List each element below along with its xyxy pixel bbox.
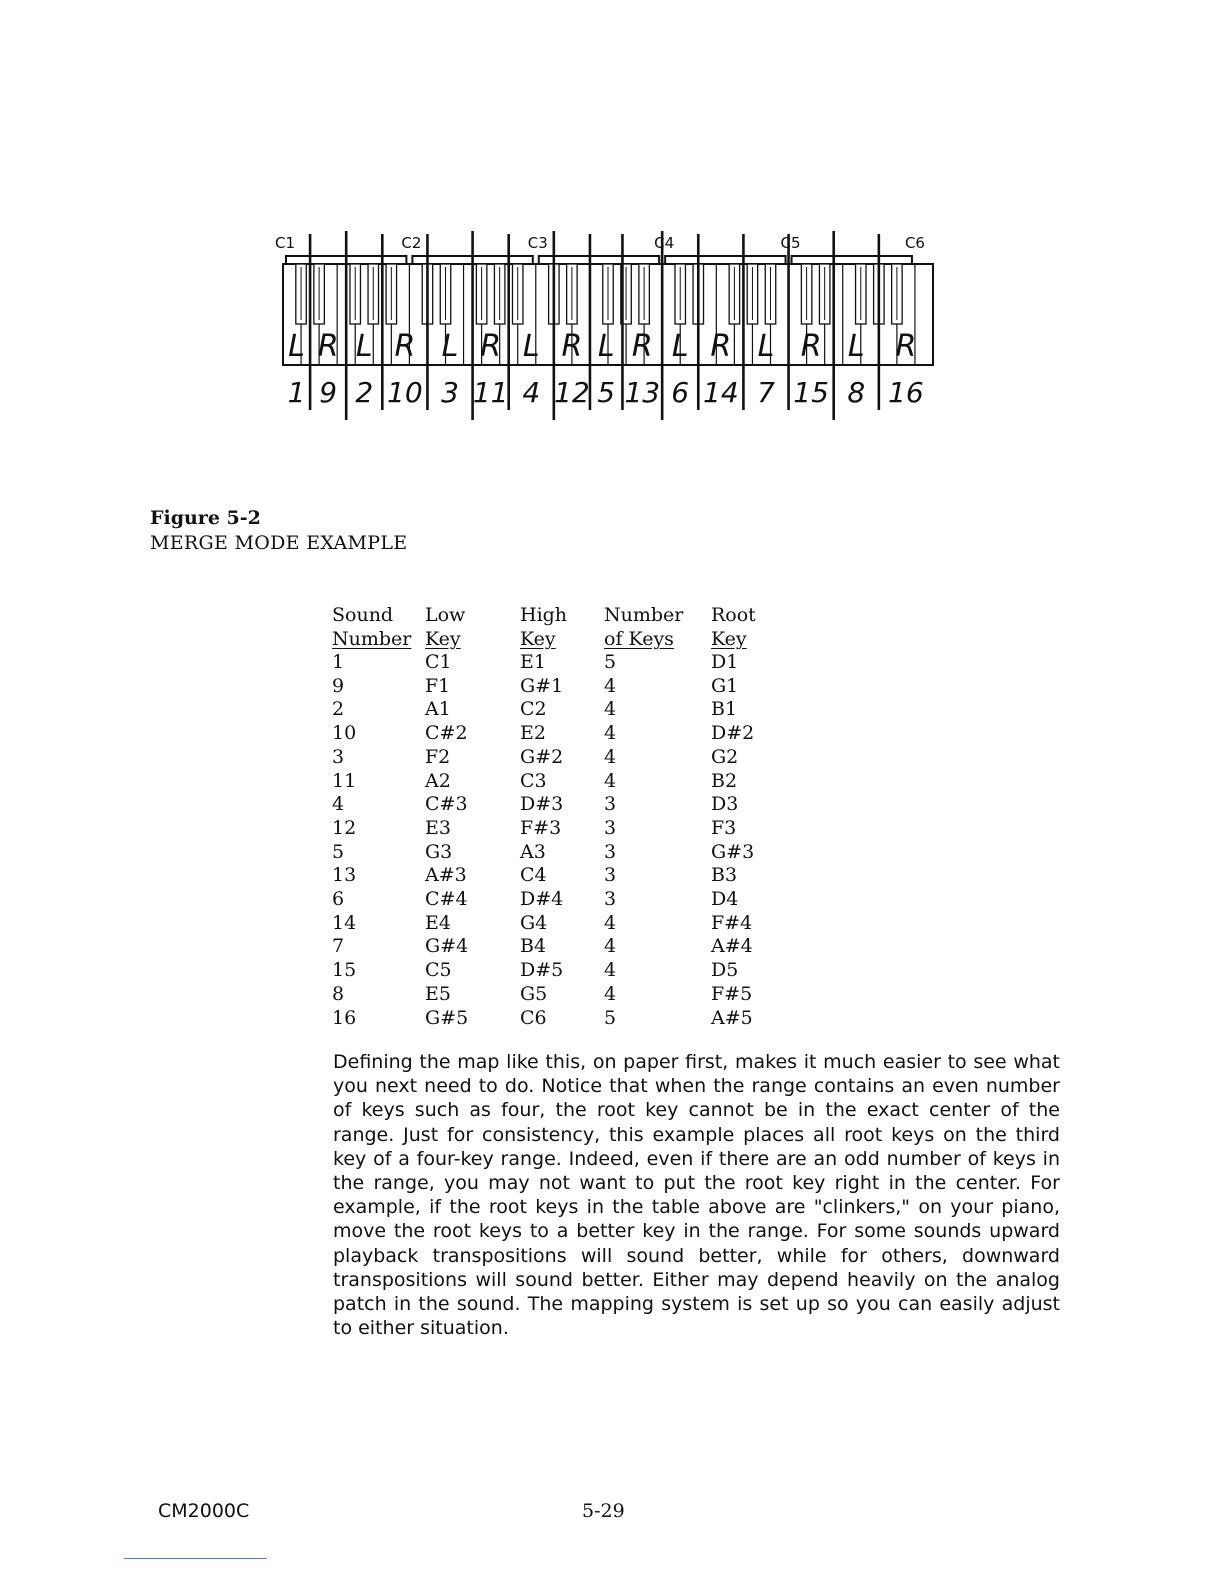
zone-number: 1 [287, 376, 306, 409]
table-cell: 4 [604, 982, 617, 1005]
table-cell: G2 [711, 745, 739, 768]
table-cell: F1 [425, 674, 451, 697]
table-cell: B3 [711, 864, 738, 887]
table-cell: G#4 [425, 935, 469, 958]
octave-label: C1 [275, 234, 296, 252]
octave-label: C6 [904, 234, 925, 252]
table-row [332, 959, 768, 983]
zone-number: 7 [757, 376, 775, 409]
zone-number: 4 [522, 376, 541, 409]
zone-label: L [597, 329, 615, 364]
header-sound-number: Sound Number [332, 604, 412, 650]
octave-bracket [792, 256, 912, 263]
table-cell: 1 [332, 651, 345, 673]
table-row [332, 770, 768, 794]
zone-number: 13 [624, 376, 661, 409]
octave-label: C2 [401, 234, 422, 252]
table-cell: D1 [711, 651, 739, 673]
table-cell: D#2 [711, 722, 755, 745]
header-high-key: High Key [520, 604, 568, 650]
table-cell: F#4 [711, 911, 753, 934]
table-cell: D#5 [520, 959, 564, 982]
zone-label: R [800, 329, 822, 364]
table-row [332, 841, 768, 865]
footer-page-number: 5-29 [582, 1500, 625, 1522]
zone-number: 10 [387, 376, 423, 409]
zone-number: 11 [472, 376, 509, 409]
table-cell: B4 [520, 935, 547, 958]
table-cell: 10 [332, 722, 357, 745]
table-cell: 5 [604, 1006, 617, 1029]
table-cell: G4 [520, 911, 548, 934]
zone-number: 12 [554, 376, 590, 409]
zone-label: L [288, 329, 305, 364]
table-cell: 3 [604, 816, 617, 839]
table-cell: 4 [604, 935, 617, 958]
table-cell: C#4 [425, 888, 468, 911]
table-cell: E1 [520, 651, 546, 673]
table-cell: F#3 [520, 816, 562, 839]
octave-label: C3 [527, 234, 548, 252]
header-low-key: Low Key [425, 604, 466, 650]
table-cell: D5 [711, 959, 739, 982]
zone-number: 15 [793, 376, 829, 409]
table-cell: D4 [711, 888, 739, 911]
table-cell: C3 [520, 769, 547, 792]
zone-number: 2 [355, 376, 374, 409]
table-cell: A#5 [711, 1006, 753, 1029]
footer-doc-id: CM2000C [158, 1500, 250, 1522]
table-row [332, 983, 768, 1007]
zone-label: L [441, 329, 459, 364]
table-cell: 16 [332, 1006, 357, 1029]
table-cell: 6 [332, 888, 345, 911]
table-cell: 4 [604, 769, 617, 792]
zone-label: R [895, 329, 917, 364]
octave-label: C5 [780, 234, 801, 252]
zone-label: L [522, 329, 540, 364]
table-cell: 4 [604, 722, 617, 745]
footer-rule [124, 1558, 267, 1559]
zone-label: R [710, 329, 732, 364]
table-cell: B1 [711, 698, 738, 721]
zone-number: 6 [671, 376, 690, 409]
zone-label: R [631, 329, 653, 364]
zone-number: 16 [888, 376, 924, 409]
table-cell: 8 [332, 982, 345, 1005]
merge-map-table [332, 603, 768, 1030]
table-cell: A2 [425, 769, 451, 792]
zone-number: 5 [597, 376, 616, 409]
table-cell: C#2 [425, 722, 468, 745]
zone-label: L [355, 329, 373, 364]
octave-bracket [539, 256, 659, 263]
zone-label: R [394, 329, 416, 364]
table-cell: C2 [520, 698, 547, 721]
table-cell: E2 [520, 722, 546, 745]
table-cell: 4 [604, 745, 617, 768]
table-cell: G5 [520, 982, 548, 1005]
table-cell: 13 [332, 864, 357, 887]
table-cell: C#3 [425, 793, 468, 816]
table-cell: 4 [332, 793, 345, 816]
zone-label: L [757, 329, 775, 364]
figure-title: MERGE MODE EXAMPLE [150, 532, 408, 554]
table-cell: 12 [332, 816, 357, 839]
body-paragraph: Defining the map like this, on paper first, makes it much easier to see what you next need to do. Notice that when the range contains an even number of keys such as four, the root key cannot be in the exact center of the range. Just for consistency, this example places all root keys on the third key of a four-key range. Indeed, even if there are an odd number of keys in the range, you may not want to put the root key right in the center. For example, if the root keys in the table above are "clinkers," on your piano, move the root keys to a better key in the range. For some sounds upward playback transpositions will sound better, while for others, downward transpositions will sound better. Either may depend heavily on the analog patch in the sound. The mapping system is set up so you can easily adjust to either situation. [333, 1051, 1060, 1340]
table-cell: E5 [425, 982, 451, 1005]
table-row [332, 1007, 768, 1031]
zone-label: R [561, 329, 583, 364]
table-cell: 3 [604, 864, 617, 887]
table-cell: E3 [425, 816, 451, 839]
table-cell: 4 [604, 911, 617, 934]
table-cell: 3 [332, 745, 345, 768]
table-cell: G#2 [520, 745, 564, 768]
table-cell: 3 [604, 793, 617, 816]
table-row [332, 888, 768, 912]
table-cell: 4 [604, 698, 617, 721]
table-cell: 3 [604, 888, 617, 911]
table-cell: C6 [520, 1006, 547, 1029]
table-cell: G1 [711, 674, 739, 697]
zone-label: R [317, 329, 339, 364]
table-cell: F3 [711, 816, 737, 839]
table-cell: 4 [604, 959, 617, 982]
octave-label: C4 [654, 234, 675, 252]
table-cell: D#3 [520, 793, 564, 816]
table-row [332, 746, 768, 770]
table-cell: G#1 [520, 674, 564, 697]
zone-number: 8 [847, 376, 866, 409]
table-cell: G#5 [425, 1006, 469, 1029]
table-cell: 11 [332, 769, 357, 792]
zone-number: 14 [703, 376, 739, 409]
table-cell: A#4 [711, 935, 753, 958]
table-cell: B2 [711, 769, 738, 792]
header-root-key: Root Key [711, 604, 756, 650]
table-cell: 4 [604, 674, 617, 697]
table-cell: C1 [425, 651, 452, 673]
figure-number: Figure 5-2 [150, 507, 261, 529]
table-row [332, 651, 768, 675]
table-cell: A3 [520, 840, 546, 863]
table-cell: C4 [520, 864, 547, 887]
table-row [332, 817, 768, 841]
table-cell: 9 [332, 674, 345, 697]
table-cell: 7 [332, 935, 345, 958]
table-row [332, 935, 768, 959]
table-row [332, 864, 768, 888]
table-cell: D#4 [520, 888, 564, 911]
zone-label: L [847, 329, 865, 364]
table-cell: 15 [332, 959, 357, 982]
table-cell: C5 [425, 959, 452, 982]
table-row [332, 698, 768, 722]
table-body [332, 651, 768, 1030]
table-row [332, 793, 768, 817]
zone-number: 9 [319, 376, 338, 409]
table-cell: E4 [425, 911, 451, 934]
table-cell: 2 [332, 698, 345, 721]
table-cell: G#3 [711, 840, 755, 863]
table-cell: F2 [425, 745, 451, 768]
table-cell: A#3 [425, 864, 467, 887]
zone-label: R [480, 329, 502, 364]
zone-label: L [671, 329, 689, 364]
figure-caption [150, 506, 407, 556]
table-cell: F#5 [711, 982, 753, 1005]
table-row [332, 722, 768, 746]
table-row [332, 912, 768, 936]
table-header-row [332, 603, 768, 651]
table-cell: G3 [425, 840, 453, 863]
table-cell: A1 [425, 698, 451, 721]
table-cell: 5 [604, 651, 617, 673]
table-cell: 14 [332, 911, 357, 934]
zone-number: 3 [441, 376, 459, 409]
table-cell: 5 [332, 840, 345, 863]
octave-bracket [665, 256, 785, 263]
table-row [332, 675, 768, 699]
table-cell: D3 [711, 793, 739, 816]
table-cell: 3 [604, 840, 617, 863]
header-number-of-keys: Number of Keys [604, 604, 684, 650]
keyboard-diagram [0, 0, 1224, 470]
